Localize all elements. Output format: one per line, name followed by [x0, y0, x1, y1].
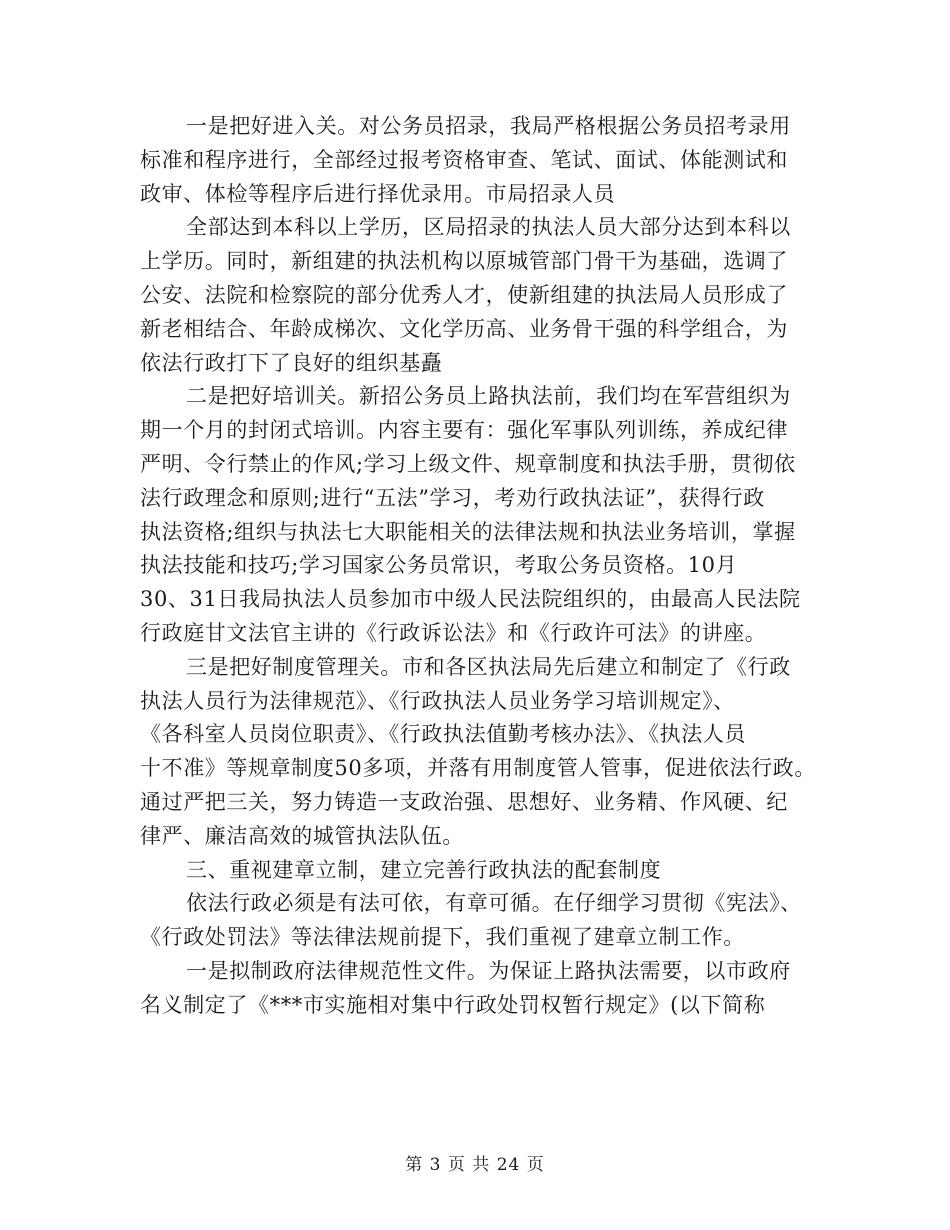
- text-line: 一是把好进入关。对公务员招录，我局严格根据公务员招考录用: [186, 114, 791, 138]
- text-line: 新老相结合、年龄成梯次、文化学历高、业务骨干强的科学组合，为: [140, 316, 788, 341]
- text-line: 一是拟制政府法律规范性文件。为保证上路执法需要，以市政府: [186, 958, 791, 983]
- text-line: 三、重视建章立制，建立完善行政执法的配套制度: [186, 857, 662, 882]
- text-line: 《各科室人员岗位职责》、《行政执法值勤考核办法》、《执法人员: [140, 722, 746, 747]
- text-line: 上学历。同时，新组建的执法机构以原城管部门骨干为基础，选调了: [140, 249, 788, 274]
- text-line: 执法资格;组织与执法七大职能相关的法律法规和执法业务培训，掌握: [140, 519, 796, 544]
- text-line: 执法技能和技巧;学习国家公务员常识，考取公务员资格。10月: [140, 553, 738, 578]
- text-line: 30、31日我局执法人员参加市中级人民法院组织的，由最高人民法院: [140, 587, 801, 612]
- text-line: 全部达到本科以上学历，区局招录的执法人员大部分达到本科以: [186, 215, 791, 240]
- text-line: 通过严把三关，努力铸造一支政治强、思想好、业务精、作风硬、纪: [140, 789, 788, 814]
- text-line: 二是把好培训关。新招公务员上路执法前，我们均在军营组织为: [186, 384, 791, 409]
- text-line: 《行政处罚法》等法律法规前提下，我们重视了建章立制工作。: [140, 925, 745, 950]
- text-line: 标准和程序进行，全部经过报考资格审查、笔试、面试、体能测试和: [140, 147, 788, 172]
- text-line: 严明、令行禁止的作风;学习上级文件、规章制度和执法手册，贯彻依: [140, 451, 796, 476]
- text-line: 期一个月的封闭式培训。内容主要有：强化军事队列训练，养成纪律: [140, 418, 788, 443]
- text-line: 公安、法院和检察院的部分优秀人才，使新组建的执法局人员形成了: [140, 282, 788, 307]
- text-line: 政审、体检等程序后进行择优录用。市局招录人员: [140, 181, 616, 206]
- document-body: [140, 110, 820, 1023]
- text-line: 执法人员行为法律规范》、《行政执法人员业务学习培训规定》、: [140, 688, 735, 713]
- text-line: 三是把好制度管理关。市和各区执法局先后建立和制定了《行政: [186, 654, 791, 679]
- text-line: 依法行政打下了良好的组织基矗: [140, 350, 443, 375]
- text-line: 十不准》等规章制度50多项，并落有用制度管人管事，促进依法行政。: [140, 756, 816, 781]
- text-line: 依法行政必须是有法可依，有章可循。在仔细学习贯彻《宪法》、: [186, 891, 802, 916]
- page-footer: 第 3 页 共 24 页: [405, 1155, 545, 1175]
- text-line: 行政庭甘文法官主讲的《行政诉讼法》和《行政许可法》的讲座。: [140, 620, 767, 645]
- text-line: 法行政理念和原则;进行“五法”学习，考劝行政执法证”，获得行政: [140, 485, 765, 510]
- text-line: 名义制定了《***市实施相对集中行政处罚权暂行规定》(以下简称: [140, 992, 766, 1017]
- text-line: 律严、廉洁高效的城管执法队伍。: [140, 823, 464, 848]
